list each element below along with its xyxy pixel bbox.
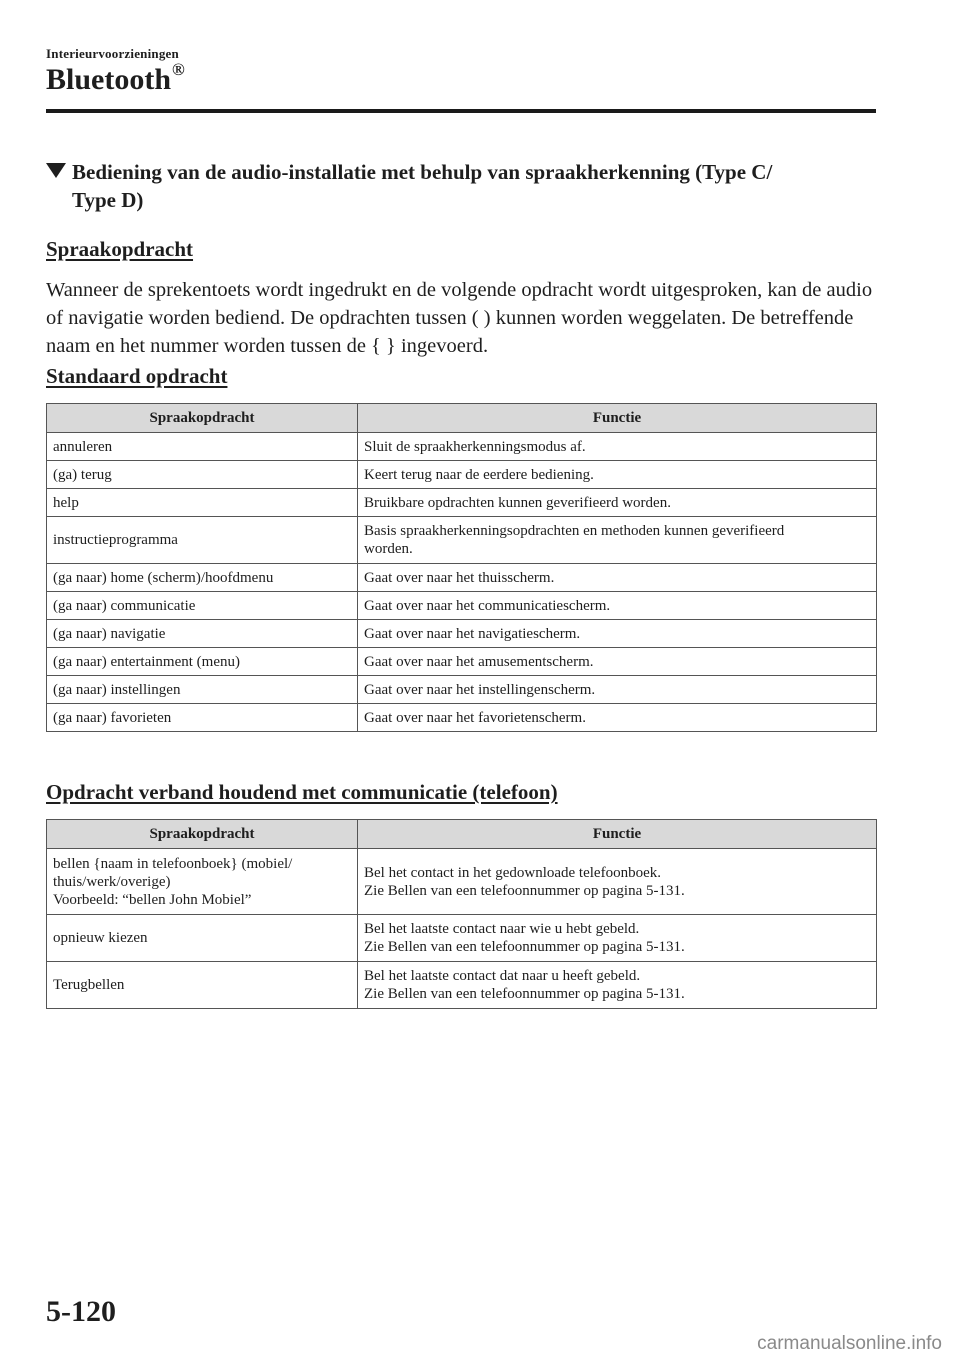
header-cell-command: Spraakopdracht [47, 820, 358, 849]
page-title-text: Bluetooth [46, 63, 172, 96]
function-cell: Gaat over naar het amusementscherm. [358, 648, 877, 676]
phone-command-table [46, 819, 877, 1009]
function-cell: Gaat over naar het instellingenscherm. [358, 676, 877, 704]
table-row [47, 620, 877, 648]
table-row [47, 648, 877, 676]
function-cell: Keert terug naar de eerdere bediening. [358, 461, 877, 489]
command-cell: (ga naar) entertainment (menu) [47, 648, 358, 676]
function-cell: Basis spraakherkenningsopdrachten en methoden kunnen geverifieerd worden. [358, 517, 877, 564]
command-cell: opnieuw kiezen [47, 915, 358, 962]
header-cell-command: Spraakopdracht [47, 404, 358, 433]
section-heading-line2: Type D) [72, 188, 144, 212]
table-row [47, 962, 877, 1009]
intro-paragraph: Wanneer de sprekentoets wordt ingedrukt en de volgende opdracht wordt uitgesproken, kan de audio of navigatie worden bediend. De opdrachten tussen ( ) kunnen worden weggelaten. De betreffende naam en het nummer worden tussen de { } ingevoerd. [46, 279, 873, 357]
subhead-voice-command: Spraakopdracht [46, 237, 194, 261]
page-number: 5-120 [46, 1295, 116, 1328]
function-cell: Bel het contact in het gedownloade telefoonboek. Zie Bellen van een telefoonnummer op pagina 5-131. [358, 849, 877, 915]
function-cell: Gaat over naar het favorietenscherm. [358, 704, 877, 732]
triangle-bullet-icon [46, 163, 66, 178]
header-cell-function: Functie [358, 820, 877, 849]
command-cell: annuleren [47, 433, 358, 461]
function-cell: Sluit de spraakherkenningsmodus af. [358, 433, 877, 461]
function-cell: Bel het laatste contact dat naar u heeft gebeld. Zie Bellen van een telefoonnummer op pagina 5-131. [358, 962, 877, 1009]
command-cell: (ga naar) home (scherm)/hoofdmenu [47, 564, 358, 592]
function-cell: Gaat over naar het navigatiescherm. [358, 620, 877, 648]
command-cell: (ga) terug [47, 461, 358, 489]
registered-mark: ® [172, 60, 185, 79]
function-cell: Bel het laatste contact naar wie u hebt gebeld. Zie Bellen van een telefoonnummer op pagina 5-131. [358, 915, 877, 962]
command-cell: instructieprogramma [47, 517, 358, 564]
standard-command-table [46, 403, 877, 732]
section-heading [46, 158, 876, 214]
table-row [47, 849, 877, 915]
table-row [47, 564, 877, 592]
subhead-standard-command: Standaard opdracht [46, 364, 228, 388]
table-header-row [47, 404, 877, 433]
command-cell: (ga naar) navigatie [47, 620, 358, 648]
function-cell: Gaat over naar het thuisscherm. [358, 564, 877, 592]
table-header-row [47, 820, 877, 849]
header-cell-function: Functie [358, 404, 877, 433]
page-title [46, 60, 185, 97]
function-cell: Bruikbare opdrachten kunnen geverifieerd worden. [358, 489, 877, 517]
table-row [47, 489, 877, 517]
table-row [47, 433, 877, 461]
table-row [47, 676, 877, 704]
command-cell: (ga naar) communicatie [47, 592, 358, 620]
subhead-phone-command: Opdracht verband houdend met communicatie (telefoon) [46, 780, 558, 804]
command-cell: help [47, 489, 358, 517]
function-cell: Gaat over naar het communicatiescherm. [358, 592, 877, 620]
section-label: Interieurvoorzieningen [46, 46, 179, 61]
command-cell: (ga naar) favorieten [47, 704, 358, 732]
table-row [47, 517, 877, 564]
command-cell: Terugbellen [47, 962, 358, 1009]
section-heading-line1: Bediening van de audio-installatie met behulp van spraakherkenning (Type C/ [72, 160, 773, 184]
table-row [47, 592, 877, 620]
table-row [47, 461, 877, 489]
command-cell: bellen {naam in telefoonboek} (mobiel/ thuis/werk/overige) Voorbeeld: “bellen John Mobiel” [47, 849, 358, 915]
command-cell: (ga naar) instellingen [47, 676, 358, 704]
table-row [47, 915, 877, 962]
watermark: carmanualsonline.info [757, 1333, 942, 1354]
table-row [47, 704, 877, 732]
header-rule [46, 109, 876, 113]
